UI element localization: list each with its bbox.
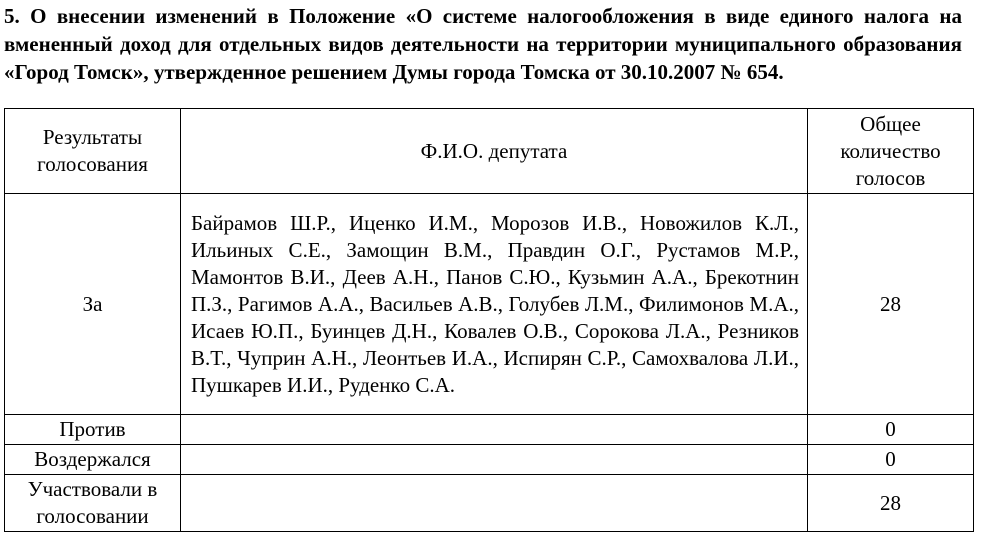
vote-count-cell: 0 xyxy=(808,445,974,475)
result-cell: Воздержался xyxy=(5,445,181,475)
header-names-cell: Ф.И.О. депутата xyxy=(181,109,808,194)
table-row-abstained xyxy=(5,445,974,475)
vote-count-cell: 28 xyxy=(808,194,974,415)
table-row-against xyxy=(5,415,974,445)
table-row-participated xyxy=(5,475,974,532)
agenda-item-title: О внесении изменений в Положение «О системе налогообложения в виде единого налога на вмененный доход для отдельных видов деятельности на территории муниципального образования «Город Томск», утвержденное решением Думы города Томска от 30.10.2007 № 654. xyxy=(4,4,962,84)
deputy-names-cell: Байрамов Ш.Р., Иценко И.М., Морозов И.В., Новожилов К.Л., Ильиных С.Е., Замощин В.М., Правдин О.Г., Рустамов М.Р., Мамонтов В.И., Деев А.Н., Панов С.Ю., Кузьмин А.А., Брекотнин П.З., Рагимов А.А., Васильев А.В., Голубев Л.М., Филимонов М.А., Исаев Ю.П., Буинцев Д.Н., Ковалев О.В., Сорокова Л.А., Резников В.Т., Чуприн А.Н., Леонтьев И.А., Испирян С.Р., Самохвалова Л.И., Пушкарев И.И., Руденко С.А. xyxy=(181,194,808,415)
result-cell: За xyxy=(5,194,181,415)
voting-results-table xyxy=(4,108,974,532)
table-header-row xyxy=(5,109,974,194)
agenda-item-heading xyxy=(4,2,962,86)
deputy-names-cell xyxy=(181,475,808,532)
agenda-item-number: 5. xyxy=(4,4,20,28)
header-total-cell: Общее количество голосов xyxy=(808,109,974,194)
deputy-names-cell xyxy=(181,445,808,475)
header-result-cell: Результаты голосования xyxy=(5,109,181,194)
vote-count-cell: 0 xyxy=(808,415,974,445)
result-cell: Участвовали в голосовании xyxy=(5,475,181,532)
table-row-for xyxy=(5,194,974,415)
vote-count-cell: 28 xyxy=(808,475,974,532)
deputy-names-cell xyxy=(181,415,808,445)
result-cell: Против xyxy=(5,415,181,445)
